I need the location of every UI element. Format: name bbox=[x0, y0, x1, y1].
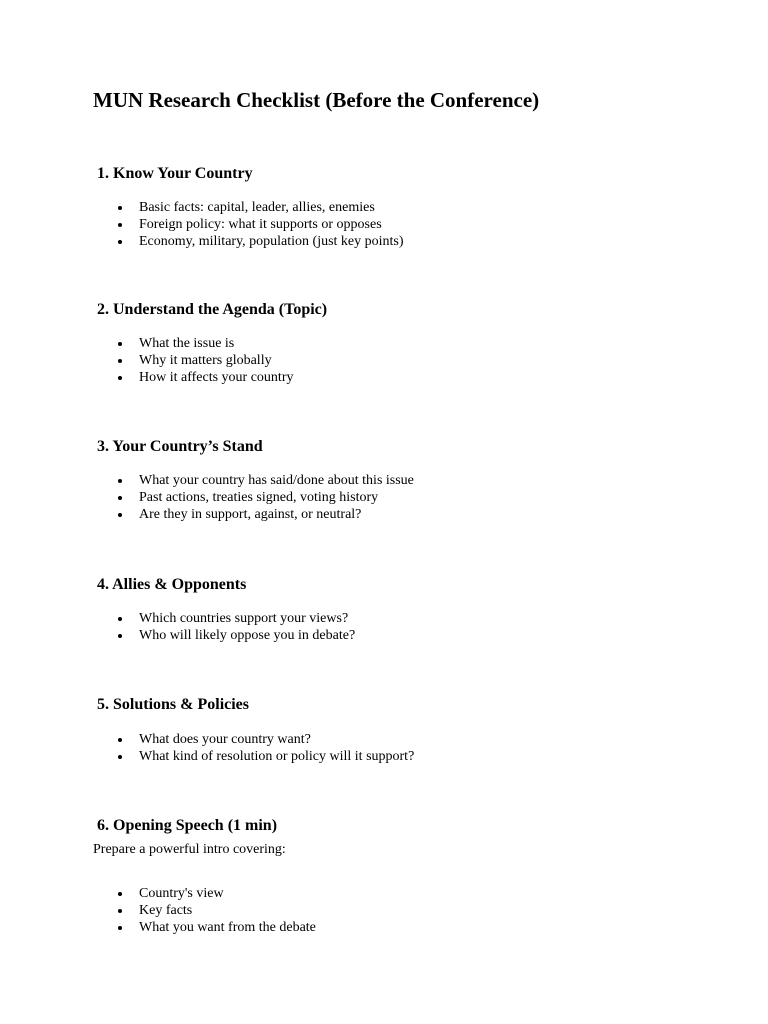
section-heading: 4. Allies & Opponents bbox=[97, 576, 247, 593]
list-item-text: Country's view bbox=[139, 886, 224, 901]
list-item-text: Foreign policy: what it supports or opposes bbox=[139, 217, 382, 232]
section-understand-agenda bbox=[97, 300, 328, 385]
list-item-text: Are they in support, against, or neutral? bbox=[139, 507, 362, 522]
list-item-text: Why it matters globally bbox=[139, 353, 272, 368]
bullet-icon bbox=[118, 755, 122, 759]
list-item-text: What your country has said/done about this issue bbox=[139, 473, 414, 488]
bullet-icon bbox=[118, 738, 122, 742]
bullet-icon bbox=[118, 359, 122, 363]
list-item-text: What you want from the debate bbox=[139, 920, 316, 935]
bullet-icon bbox=[118, 342, 122, 346]
section-intro-text: Prepare a powerful intro covering: bbox=[93, 842, 286, 857]
section-heading: 2. Understand the Agenda (Topic) bbox=[97, 301, 328, 318]
bullet-icon bbox=[118, 617, 122, 621]
section-country-stand bbox=[97, 437, 414, 522]
bullet-icon bbox=[118, 496, 122, 500]
bullet-icon bbox=[118, 240, 122, 244]
bullet-icon bbox=[118, 223, 122, 227]
section-solutions-policies bbox=[97, 695, 415, 764]
section-heading: 1. Know Your Country bbox=[97, 165, 253, 182]
list-item-text: Key facts bbox=[139, 903, 193, 918]
bullet-icon bbox=[118, 892, 122, 896]
bullet-icon bbox=[118, 513, 122, 517]
section-know-your-country bbox=[97, 164, 404, 249]
bullet-icon bbox=[118, 479, 122, 483]
list-item-text: Economy, military, population (just key points) bbox=[139, 234, 404, 249]
section-heading: 5. Solutions & Policies bbox=[97, 696, 250, 713]
list-item-text: What does your country want? bbox=[139, 732, 311, 747]
bullet-icon bbox=[118, 376, 122, 380]
bullet-icon bbox=[118, 926, 122, 930]
section-heading: 6. Opening Speech (1 min) bbox=[97, 817, 278, 834]
document-title: MUN Research Checklist (Before the Conference) bbox=[93, 88, 540, 112]
list-item-text: What kind of resolution or policy will it support? bbox=[139, 749, 415, 764]
list-item-text: Past actions, treaties signed, voting history bbox=[139, 490, 379, 505]
section-allies-opponents bbox=[97, 575, 356, 643]
list-item-text: Which countries support your views? bbox=[139, 611, 349, 626]
section-heading: 3. Your Country’s Stand bbox=[97, 438, 263, 455]
list-item-text: Who will likely oppose you in debate? bbox=[139, 628, 356, 643]
section-opening-speech bbox=[93, 816, 316, 935]
bullet-icon bbox=[118, 909, 122, 913]
bullet-icon bbox=[118, 206, 122, 210]
list-item-text: How it affects your country bbox=[139, 370, 294, 385]
list-item-text: Basic facts: capital, leader, allies, enemies bbox=[139, 200, 375, 215]
list-item-text: What the issue is bbox=[139, 336, 235, 351]
bullet-icon bbox=[118, 634, 122, 638]
